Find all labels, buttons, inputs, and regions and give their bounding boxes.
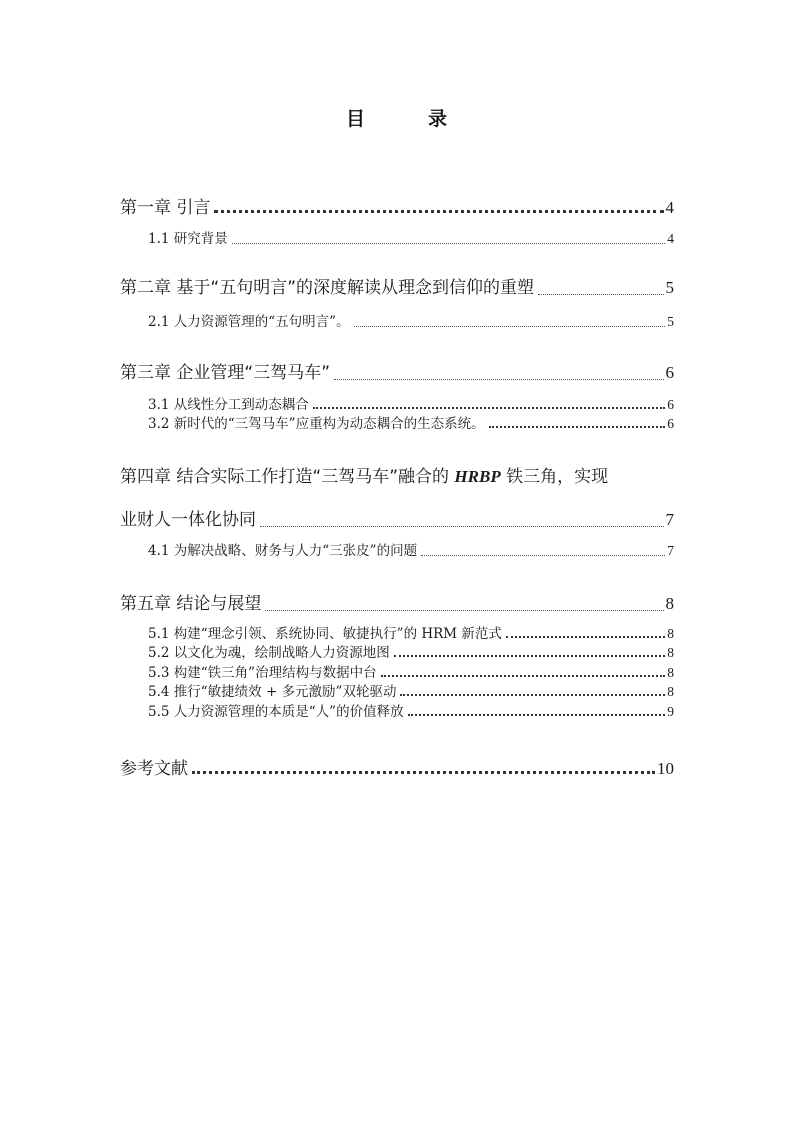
toc-entry-label: 业财人一体化协同 — [120, 510, 256, 530]
toc-page-number: 10 — [657, 759, 674, 778]
toc-entry-chapter-2[interactable] — [120, 273, 674, 298]
dot-leader — [421, 555, 665, 556]
toc-entry-label: 第二章 基于“五句明言”的深度解读从理念到信仰的重塑 — [120, 278, 535, 298]
toc-entry-chapter-4-line-1[interactable] — [120, 462, 608, 487]
dot-leader — [313, 407, 665, 409]
dot-leader — [538, 294, 663, 295]
toc-entry-label: 5.1 构建“理念引领、系统协同、敏捷执行”的 HRM 新范式 — [148, 626, 502, 642]
toc-entry-label: 5.2 以文化为魂，绘制战略人力资源地图 — [148, 645, 390, 661]
toc-entry-section-3-2[interactable] — [148, 412, 674, 432]
toc-entry-section-4-1[interactable] — [148, 539, 674, 559]
toc-entry-label: 2.1 人力资源管理的“五句明言”。 — [148, 314, 350, 330]
toc-page-number: 9 — [667, 704, 674, 719]
toc-page-number: 8 — [667, 684, 674, 699]
toc-page-number: 7 — [667, 543, 674, 558]
toc-entry-label: 5.4 推行“敏捷绩效 + 多元激励”双轮驱动 — [148, 684, 397, 700]
toc-page-number: 6 — [667, 397, 674, 412]
dot-leader — [400, 694, 665, 696]
toc-page-number: 4 — [667, 231, 674, 246]
dot-leader — [408, 714, 666, 716]
toc-entry-label: 参考文献 — [120, 759, 188, 779]
toc-entry-section-1-1[interactable] — [148, 227, 674, 247]
toc-page-number: 6 — [667, 416, 674, 431]
toc-entry-label: 4.1 为解决战略、财务与人力“三张皮”的问题 — [148, 543, 418, 559]
dot-leader — [232, 243, 665, 244]
dot-leader — [192, 771, 655, 774]
toc-entry-chapter-4-line-2[interactable] — [120, 505, 674, 530]
toc-page-number: 5 — [667, 314, 674, 329]
toc-entry-chapter-5[interactable] — [120, 589, 674, 614]
toc-page-number: 5 — [665, 278, 674, 297]
dot-leader — [260, 526, 664, 527]
toc-entry-section-5-2[interactable] — [148, 641, 674, 661]
toc-entry-label: 3.2 新时代的“三驾马车”应重构为动态耦合的生态系统。 — [148, 416, 485, 432]
toc-page-number: 8 — [667, 665, 674, 680]
toc-entry-label-emphasis: HRBP — [454, 467, 501, 486]
dot-leader — [489, 426, 666, 428]
dot-leader — [334, 379, 663, 380]
toc-entry-section-5-5[interactable] — [148, 700, 674, 720]
toc-entry-label-suffix: 铁三角，实现 — [500, 467, 609, 487]
toc-page-number: 4 — [665, 198, 674, 217]
toc-entry-label: 5.5 人力资源管理的本质是“人”的价值释放 — [148, 704, 404, 720]
toc-entry-section-3-1[interactable] — [148, 393, 674, 413]
toc-entry-label: 第五章 结论与展望 — [120, 594, 262, 614]
dot-leader — [265, 610, 663, 611]
toc-entry-chapter-1[interactable] — [120, 193, 674, 218]
toc-page-number: 8 — [667, 645, 674, 660]
toc-page-number: 8 — [665, 594, 674, 613]
toc-entry-label: 3.1 从线性分工到动态耦合 — [148, 397, 309, 413]
toc-entry-section-2-1[interactable] — [148, 310, 674, 330]
dot-leader — [354, 326, 666, 327]
toc-entry-label: 第一章 引言 — [120, 198, 211, 218]
dot-leader — [381, 675, 666, 677]
toc-entry-chapter-3[interactable] — [120, 358, 674, 383]
toc-entry-section-5-1[interactable] — [148, 622, 674, 642]
toc-entry-references[interactable] — [120, 754, 674, 779]
toc-entry-label-prefix: 第四章 结合实际工作打造“三驾马车”融合的 — [120, 467, 455, 487]
dot-leader — [506, 636, 665, 638]
toc-page-number: 7 — [665, 510, 674, 529]
toc-title: 目 录 — [345, 108, 469, 130]
toc-page-number: 8 — [667, 626, 674, 641]
toc-entry-section-5-4[interactable] — [148, 680, 674, 700]
toc-entry-label: 第三章 企业管理“三驾马车” — [120, 363, 331, 383]
toc-entry-section-5-3[interactable] — [148, 661, 674, 681]
dot-leader — [394, 655, 665, 657]
dot-leader — [214, 210, 663, 213]
toc-entry-label: 5.3 构建“铁三角”治理结构与数据中台 — [148, 665, 377, 681]
toc-entry-label: 1.1 研究背景 — [148, 231, 228, 247]
toc-page-number: 6 — [665, 363, 674, 382]
